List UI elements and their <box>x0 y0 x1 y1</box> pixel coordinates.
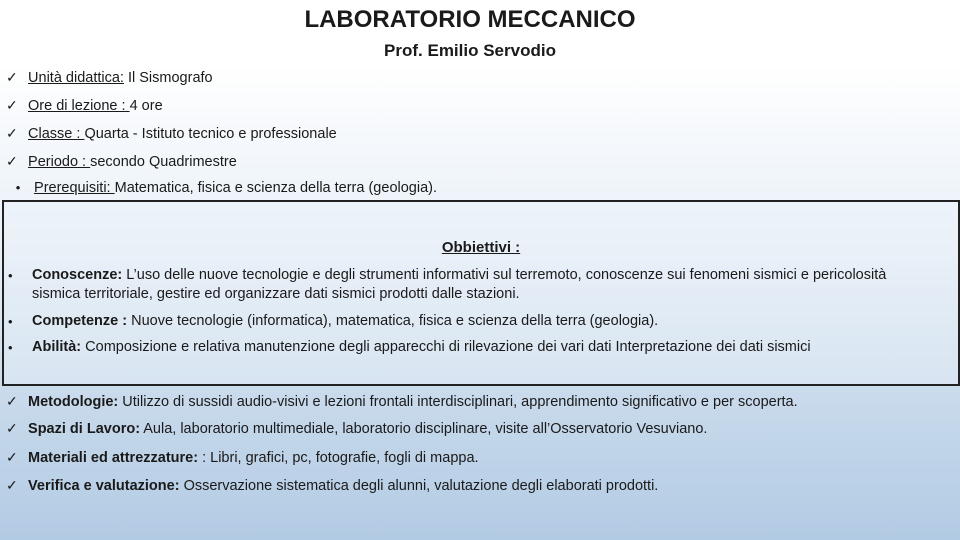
objectives-box <box>2 200 960 386</box>
check-icon: ✓ <box>6 420 18 436</box>
check-icon: ✓ <box>6 477 18 493</box>
bullet-icon: • <box>8 314 13 329</box>
list-item-spazi <box>6 420 707 437</box>
item-label: Classe : <box>28 126 85 142</box>
item-value: Utilizzo di sussidi audio-visivi e lezioni frontali interdisciplinari, apprendimento significativo e per scoperta. <box>118 394 798 410</box>
page-title: LABORATORIO MECCANICO <box>304 6 636 33</box>
objectives-title: Obbiettivi : <box>441 239 521 256</box>
check-icon: ✓ <box>6 97 18 113</box>
list-item-ore <box>6 97 163 114</box>
item-label: Ore di lezione : <box>28 98 130 114</box>
bullet-icon: • <box>15 180 21 195</box>
item-label: Prerequisiti: <box>34 180 115 196</box>
list-item-metodologie <box>6 393 798 410</box>
check-icon: ✓ <box>6 125 18 141</box>
item-value: Composizione e relativa manutenzione degli apparecchi di rilevazione dei vari dati Interpretazione dei dati sismici <box>81 339 811 355</box>
list-item-prerequisiti <box>6 180 437 196</box>
item-value: secondo Quadrimestre <box>90 154 237 170</box>
item-label: Materiali ed attrezzature: <box>28 450 203 466</box>
item-value: Matematica, fisica e scienza della terra (geologia). <box>114 180 437 196</box>
list-item-verifica <box>6 477 658 494</box>
item-label: Verifica e valutazione: <box>28 478 180 494</box>
bullet-icon: • <box>8 268 13 283</box>
bullet-icon: • <box>8 340 13 355</box>
item-value: Osservazione sistematica degli alunni, valutazione degli elaborati prodotti. <box>179 478 659 494</box>
item-label: Unità didattica: <box>28 70 124 86</box>
check-icon: ✓ <box>6 449 18 465</box>
item-value: Nuove tecnologie (informatica), matematica, fisica e scienza della terra (geologia). <box>127 313 659 329</box>
item-label: Periodo : <box>28 154 91 170</box>
check-icon: ✓ <box>6 393 18 409</box>
list-item-classe <box>6 125 337 142</box>
page-subtitle: Prof. Emilio Servodio <box>384 41 556 60</box>
item-label: Abilità: <box>32 339 82 355</box>
item-label: Competenze : <box>32 313 128 329</box>
list-item-unita <box>6 69 213 86</box>
list-item-materiali <box>6 449 479 466</box>
item-label: Spazi di Lavoro: <box>28 421 141 437</box>
item-value: Aula, laboratorio multimediale, laboratorio disciplinare, visite all’Osservatorio Vesuviano. <box>140 421 708 437</box>
item-value: Il Sismografo <box>123 70 213 86</box>
item-label: Metodologie: <box>28 394 119 410</box>
item-value: Quarta - Istituto tecnico e professionale <box>84 126 337 142</box>
item-value: 4 ore <box>129 98 163 114</box>
check-icon: ✓ <box>6 153 18 169</box>
check-icon: ✓ <box>6 69 18 85</box>
item-value: L’uso delle nuove tecnologie e degli strumenti informativi sul terremoto, conoscenze sui fenomeni sismici e pericolosità sismica territoriale, gestire ed organizzare dati sismici prodotti dalle stazioni. <box>32 267 887 302</box>
item-value: : Libri, grafici, pc, fotografie, fogli di mappa. <box>202 450 479 466</box>
list-item-periodo <box>6 153 237 170</box>
item-label: Conoscenze: <box>32 267 123 283</box>
